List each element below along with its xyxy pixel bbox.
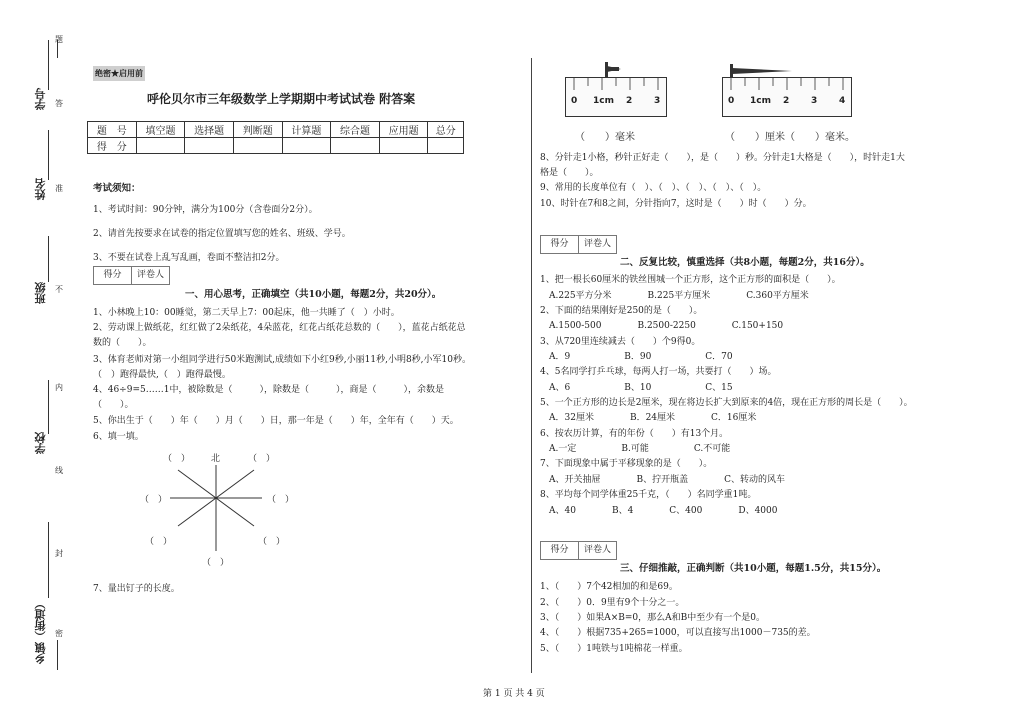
- ruler-1-ticks: [566, 78, 666, 116]
- seal-char: 线: [55, 466, 63, 475]
- seal-char: 不: [55, 285, 63, 294]
- question-line: 2、下面的结果刚好是250的是（ ）。: [540, 306, 703, 316]
- compass-north-label: 北: [211, 454, 221, 464]
- ruler-2: [722, 77, 852, 117]
- seal-char: 封: [55, 549, 63, 558]
- question-line: 7、量出钉子的长度。: [93, 584, 180, 594]
- grader-score-label: 得分: [550, 239, 569, 249]
- column-divider: [531, 58, 532, 673]
- question-line: 8、分针走1小格，秒针正好走（ ），是（ ）秒。分针走1大格是（ ），时针走1大: [540, 153, 905, 163]
- score-header-cell: 综合题: [331, 122, 380, 138]
- compass-blank-w: （ ）: [140, 495, 168, 505]
- grader-box: [93, 266, 170, 285]
- ruler-2-tick-0: 0: [728, 96, 735, 106]
- school-label: 学校: [34, 432, 47, 454]
- option-line: A、6 B、10 C、15: [540, 383, 733, 393]
- seal-char: 准: [55, 184, 63, 193]
- score-header-cell: 题 号: [88, 122, 137, 138]
- notice-item: 2、请首先按要求在试卷的指定位置填写您的姓名、班级、学号。: [93, 229, 351, 239]
- question-line: 5、一个正方形的边长是2厘米，现在将边长扩大到原来的4倍，现在正方形的周长是（ ）。: [540, 398, 913, 408]
- option-line: A.225平方分米 B.225平方厘米 C.360平方厘米: [540, 291, 809, 301]
- ruler-1-tick-1: 1cm: [593, 96, 614, 106]
- score-table: [87, 121, 464, 154]
- score-header-cell: 应用题: [379, 122, 428, 138]
- question-line: 6、按农历计算，有的年份（ ）有13个月。: [540, 429, 729, 439]
- compass-blank-nw: （ ）: [163, 454, 191, 464]
- question-line: 3、（ ）如果A×B=0，那么A和B中至少有一个是0。: [540, 613, 765, 623]
- question-line: 7、下面现象中属于平移现象的是（ ）。: [540, 459, 713, 469]
- notice-item: 1、考试时间：90分钟，满分为100分（含卷面分2分）。: [93, 205, 318, 215]
- notice-heading: 考试须知：: [93, 183, 141, 194]
- question-line: 10、时针在7和8之间，分针指向7，这时是（ ）时（ ）分。: [540, 199, 812, 209]
- confidential-stamp: 绝密★启用前: [93, 66, 145, 81]
- seal-char: 题: [55, 35, 63, 44]
- township-line: [48, 522, 49, 598]
- ruler-1: [565, 77, 667, 117]
- compass-blank-e: （ ）: [267, 495, 295, 505]
- grader-box: [540, 541, 617, 560]
- question-line: 9、常用的长度单位有（ ）、（ ）、（ ）、（ ）、（ ）。: [540, 183, 767, 193]
- score-cell: [282, 138, 331, 154]
- class-label: 班级: [34, 282, 47, 304]
- section2-heading: 二、反复比较，慎重选择（共8小题，每题2分，共16分）。: [620, 257, 870, 268]
- grader-reviewer-label: 评卷人: [131, 267, 169, 284]
- ruler-2-tick-2: 2: [783, 96, 790, 106]
- ruler-2-tick-1: 1cm: [750, 96, 771, 106]
- question-line: 1、把一根长60厘米的铁丝围城一个正方形，这个正方形的面积是（ ）。: [540, 275, 841, 285]
- page-title: 呼伦贝尔市三年级数学上学期期中考试试卷 附答案: [147, 92, 416, 106]
- question-line: 4、（ ）根据735+265=1000，可以直接写出1000－735的差。: [540, 628, 816, 638]
- township-label: 乡镇（街道）: [34, 598, 47, 664]
- question-line: 3、从720里连续减去（ ）个9得0。: [540, 337, 701, 347]
- notice-item: 3、不要在试卷上乱写乱画，卷面不整洁扣2分。: [93, 253, 285, 263]
- option-line: A、开关抽屉 B、拧开瓶盖 C、转动的风车: [540, 475, 786, 485]
- question-line: 5、你出生于（ ）年（ ）月（ ）日，那一年是（ ）年，全年有（ ）天。: [93, 416, 459, 426]
- ruler-1-tick-0: 0: [571, 96, 578, 106]
- ruler-2-tick-3: 3: [811, 96, 818, 106]
- score-cell: [233, 138, 282, 154]
- page-footer: 第 1 页 共 4 页: [483, 689, 545, 699]
- score-header-cell: 选择题: [185, 122, 234, 138]
- question-line: （ ）。: [93, 400, 134, 410]
- score-header-cell: 填空题: [136, 122, 185, 138]
- question-line: 3、体育老师对第一小组同学进行50米跑测试,成绩如下小红9秒,小丽11秒,小明8秒,小军10秒。: [93, 355, 471, 365]
- option-line: A.1500-500 B.2500-2250 C.150+150: [540, 321, 784, 331]
- question-line: 数的（ ）。: [93, 338, 152, 348]
- school-line: [48, 380, 49, 434]
- grader-reviewer-label: 评卷人: [578, 236, 616, 253]
- score-cell: [331, 138, 380, 154]
- option-line: A.一定 B.可能 C.不可能: [540, 444, 731, 454]
- grader-reviewer-label: 评卷人: [578, 542, 616, 559]
- option-line: A．32厘米 B．24厘米 C．16厘米: [540, 413, 757, 423]
- class-line: [48, 236, 49, 282]
- question-line: 1、（ ）7个42相加的和是69。: [540, 582, 678, 592]
- question-line: 5、（ ）1吨铁与1吨棉花一样重。: [540, 644, 688, 654]
- nail-2-icon: [728, 62, 798, 80]
- compass-blank-s: （ ）: [202, 558, 230, 568]
- student-id-label: 学号: [34, 88, 47, 110]
- seal-char: 内: [55, 383, 63, 392]
- ruler-2-tick-4: 4: [839, 96, 846, 106]
- score-header-cell: 总分: [428, 122, 464, 138]
- option-line: A、40 B、4 C、400 D、4000: [540, 506, 778, 516]
- ruler-1-answer: （ ）毫米: [575, 132, 635, 143]
- question-line: 2、劳动课上做纸花，红红做了2朵纸花，4朵蓝花，红花占纸花总数的（ ），蓝花占纸花总: [93, 323, 466, 333]
- question-line: 8、平均每个同学体重25千克，（ ）名同学重1吨。: [540, 490, 757, 500]
- score-header-cell: 计算题: [282, 122, 331, 138]
- compass-blank-ne: （ ）: [248, 454, 276, 464]
- question-line: 格是（ ）。: [540, 168, 599, 178]
- student-id-line: [48, 40, 49, 90]
- ruler-1-tick-3: 3: [654, 96, 661, 106]
- grader-box: [540, 235, 617, 254]
- seal-char: 答: [55, 99, 63, 108]
- question-line: （ ）跑得最快,（ ）跑得最慢。: [93, 370, 231, 380]
- compass-blank-se: （ ）: [258, 537, 286, 547]
- margin-line: [57, 640, 58, 670]
- question-line: 6、填一填。: [93, 432, 144, 442]
- grader-score-label: 得分: [103, 270, 122, 280]
- nail-1-icon: [595, 58, 630, 80]
- name-line: [48, 130, 49, 180]
- score-cell: [185, 138, 234, 154]
- score-cell: [379, 138, 428, 154]
- question-line: 1、小林晚上10：00睡觉，第二天早上7：00起床，他一共睡了（ ）小时。: [93, 308, 400, 318]
- option-line: A．9 B．90 C．70: [540, 352, 733, 362]
- grader-score-label: 得分: [550, 545, 569, 555]
- score-cell: [136, 138, 185, 154]
- ruler-2-answer: （ ）厘米（ ）毫米。: [725, 132, 855, 143]
- question-line: 2、（ ）0．9里有9个十分之一。: [540, 598, 685, 608]
- ruler-1-tick-2: 2: [626, 96, 633, 106]
- score-row-label: 得 分: [88, 138, 137, 154]
- seal-char: 密: [55, 629, 63, 638]
- question-line: 4、46÷9=5……1中，被除数是（ ），除数是（ ），商是（ ），余数是: [93, 385, 444, 395]
- section3-heading: 三、仔细推敲，正确判断（共10小题，每题1.5分，共15分）。: [620, 563, 887, 574]
- score-cell: [428, 138, 464, 154]
- question-line: 4、5名同学打乒乓球，每两人打一场，共要打（ ）场。: [540, 367, 777, 377]
- section1-heading: 一、用心思考，正确填空（共10小题，每题2分，共20分）。: [185, 289, 442, 300]
- compass-blank-sw: （ ）: [145, 537, 173, 547]
- name-label: 姓名: [34, 178, 47, 200]
- score-header-cell: 判断题: [233, 122, 282, 138]
